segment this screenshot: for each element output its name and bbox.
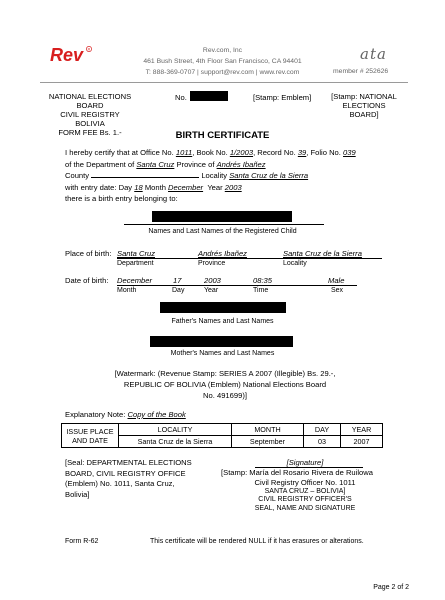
- locality-value: Santa Cruz de la Sierra: [229, 171, 309, 181]
- note-label: Explanatory Note:: [65, 410, 126, 419]
- year-label: Year: [207, 182, 223, 192]
- locality-label: Locality: [201, 171, 228, 181]
- form-number: Form R-62: [65, 538, 99, 545]
- body-line-4: [65, 182, 405, 194]
- signature-line: [255, 467, 363, 468]
- ata-logo: ata: [360, 45, 387, 63]
- place-province: Andrés Ibañez: [198, 249, 247, 258]
- table-row: [62, 424, 383, 436]
- issue-place-header-line-2: AND DATE: [72, 435, 108, 445]
- office-number: 1011: [175, 148, 193, 157]
- place-locality-caption: Locality: [283, 260, 307, 267]
- seal-line-2: BOARD, CIVIL REGISTRY OFFICE: [65, 468, 186, 478]
- watermark-text: [80, 368, 370, 401]
- place-label: Place of birth:: [65, 249, 112, 258]
- issue-place-header-line-1: ISSUE PLACE: [66, 426, 114, 436]
- day-cell: 03: [304, 436, 341, 448]
- document-title: BIRTH CERTIFICATE: [175, 130, 270, 141]
- month-cell: September: [232, 436, 304, 448]
- explanatory-note: [65, 410, 186, 419]
- record-number: 39: [297, 148, 307, 157]
- stamp-national-line-1: [Stamp: NATIONAL: [331, 92, 397, 101]
- dob-sex-caption: Sex: [331, 287, 344, 294]
- dob-year-caption: Year: [204, 287, 219, 294]
- text: Province of: [176, 159, 215, 169]
- company-contact: T: 888-369-0707 | support@rev.com | www.rev.com: [145, 69, 300, 76]
- place-department-caption: Department: [117, 260, 154, 267]
- redacted-child-name: [152, 211, 292, 222]
- watermark-line-3: No. 491699)]: [203, 391, 247, 400]
- redacted-father-name: [160, 302, 286, 313]
- text: I hereby certify that at Office No.: [65, 148, 174, 157]
- county-label: County: [65, 171, 90, 181]
- father-caption: Father's Names and Last Names: [171, 318, 274, 325]
- folio-number: 039: [343, 148, 356, 157]
- redacted-mother-name: [150, 336, 293, 347]
- board-line-1: NATIONAL ELECTIONS BOARD: [48, 92, 132, 111]
- department-value: Santa Cruz: [136, 159, 175, 169]
- entry-day: 18: [134, 182, 143, 192]
- child-name-caption: Names and Last Names of the Registered Child: [148, 228, 297, 235]
- text: , Record No.: [253, 148, 296, 157]
- board-line-3: BOLIVIA: [75, 119, 105, 129]
- null-note: This certificate will be rendered NULL if it has erasures or alterations.: [150, 538, 364, 545]
- child-name-line: [124, 224, 324, 225]
- month-header: MONTH: [232, 424, 304, 436]
- seal-text: [65, 458, 193, 500]
- body-line-5: there is a birth entry belonging to:: [65, 194, 178, 204]
- header-divider: [40, 82, 408, 83]
- seal-line-3: (Emblem) No. 1011, Santa Cruz,: [65, 479, 175, 488]
- svg-text:Rev: Rev: [50, 45, 84, 65]
- svg-text:R: R: [87, 47, 91, 52]
- place-locality: Santa Cruz de la Sierra: [283, 249, 362, 258]
- body-line-2: [65, 159, 405, 171]
- province-value: Andrés Ibañez: [216, 159, 266, 169]
- entry-year: 2003: [224, 182, 242, 192]
- dob-time-caption: Time: [253, 287, 269, 294]
- signature-line-0: [Signature]: [286, 458, 324, 467]
- page-number: Page 2 of 2: [373, 584, 409, 591]
- redacted-number: [190, 91, 228, 101]
- dob-day-caption: Day: [172, 287, 185, 294]
- dob-month: December: [117, 276, 153, 285]
- member-number: member # 252626: [333, 68, 389, 75]
- entry-label: with entry date: Day: [65, 182, 133, 192]
- certificate-body: [65, 147, 405, 205]
- stamp-national: [328, 92, 400, 119]
- locality-cell: Santa Cruz de la Sierra: [119, 436, 232, 448]
- seal-line-1: [Seal: DEPARTMENTAL ELECTIONS: [65, 458, 192, 467]
- month-label: Month: [144, 182, 166, 192]
- rev-logo: [49, 44, 95, 66]
- signature-line-4: CIVIL REGISTRY OFFICER'S: [258, 496, 352, 504]
- number-label: No.: [175, 93, 187, 102]
- watermark-line-1: [Watermark: (Revenue Stamp: SERIES A 2007 (Illegible) Bs. 29.-,: [114, 369, 336, 378]
- signature-line-5: SEAL, NAME AND SIGNATURE: [254, 504, 356, 512]
- day-header: DAY: [304, 424, 341, 436]
- text: of the Department of: [65, 159, 135, 169]
- dob-time: 08:35: [253, 276, 273, 285]
- stamp-emblem: [Stamp: Emblem]: [253, 93, 312, 102]
- stamp-national-line-2: ELECTIONS BOARD]: [342, 101, 386, 120]
- entry-month: December: [168, 182, 204, 192]
- locality-header: LOCALITY: [119, 424, 232, 436]
- text: , Folio No.: [306, 148, 341, 157]
- company-address: 461 Bush Street, 4th Floor San Francisco, CA 94401: [143, 58, 302, 65]
- dob-month-caption: Month: [117, 287, 137, 294]
- signature-line-2: Civil Registry Officer No. 1011: [254, 478, 356, 487]
- text: , Book No.: [192, 148, 228, 157]
- body-line-3: [65, 170, 405, 182]
- year-cell: 2007: [341, 436, 383, 448]
- dob-year: 2003: [204, 276, 221, 285]
- place-province-caption: Province: [198, 260, 226, 267]
- place-department: Santa Cruz: [117, 249, 155, 258]
- mother-caption: Mother's Names and Last Names: [170, 350, 275, 357]
- dob-sex: Male: [328, 276, 345, 285]
- dob-line: [117, 285, 357, 286]
- body-line-1: [65, 147, 405, 159]
- dob-label: Date of birth:: [65, 276, 109, 285]
- note-value: Copy of the Book: [127, 410, 186, 419]
- issue-place-header: [62, 424, 119, 448]
- company-name: Rev.com, Inc: [202, 47, 243, 54]
- county-blank: [91, 170, 199, 178]
- issue-table: [61, 423, 383, 448]
- dob-day: 17: [173, 276, 182, 285]
- board-line-2: CIVIL REGISTRY: [60, 110, 120, 120]
- seal-line-4: Bolivia]: [65, 489, 90, 499]
- year-header: YEAR: [341, 424, 383, 436]
- place-line: [117, 258, 382, 259]
- watermark-line-2: REPUBLIC OF BOLIVIA (Emblem) National Elections Board: [123, 380, 327, 389]
- board-line-4: FORM FEE Bs. 1.-: [58, 128, 122, 138]
- book-number: 1/2003: [229, 148, 254, 157]
- signature-line-3: SANTA CRUZ – BOLIVIA]: [264, 488, 346, 495]
- signature-line-1: [Stamp: María del Rosario Rivera de Ruilowa: [221, 468, 373, 477]
